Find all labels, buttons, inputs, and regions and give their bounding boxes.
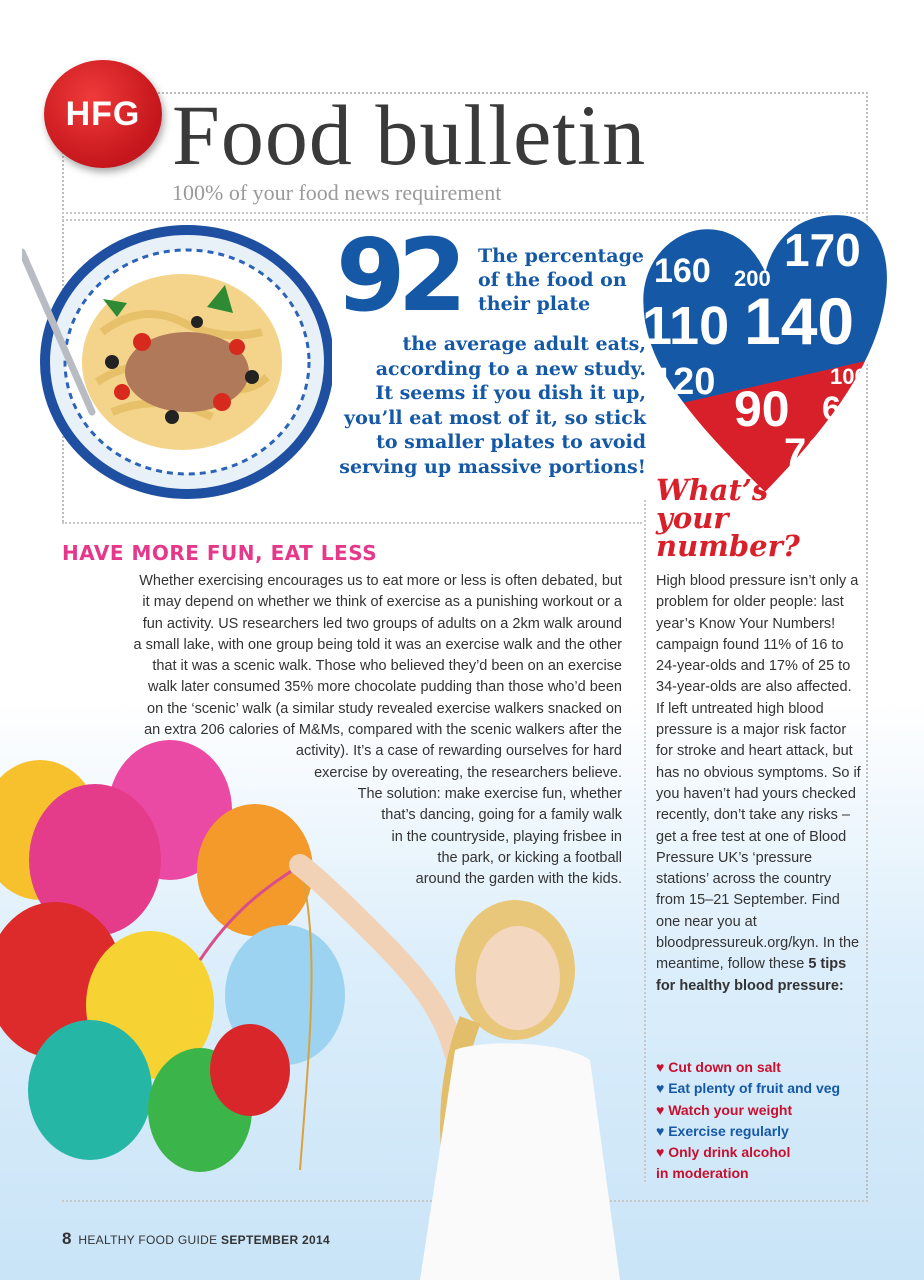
- section-divider: [62, 522, 642, 524]
- heart-number: 120: [652, 361, 716, 403]
- article-line: the park, or kicking a football: [437, 849, 622, 866]
- article-body: [62, 571, 622, 890]
- blood-pressure-heart-image: [634, 204, 896, 507]
- tip-item: ♥ Exercise regularly: [656, 1122, 789, 1139]
- stat-lead-line: their plate: [478, 293, 591, 315]
- tip-item: ♥ Eat plenty of fruit and veg: [656, 1080, 841, 1097]
- stat-body-line: according to a new study.: [375, 357, 646, 380]
- article-line: in the countryside, playing frisbee in: [391, 828, 622, 845]
- tip-item: in moderation: [656, 1165, 749, 1182]
- article-line: an extra 206 calories of M&Ms, compared with the scenic walkers after the: [144, 722, 622, 739]
- heart-number: 110: [642, 296, 730, 356]
- page-title: Food bulletin: [172, 87, 647, 183]
- article-line: around the garden with the kids.: [415, 871, 622, 888]
- stat-body-line: It seems if you dish it up,: [375, 382, 646, 404]
- tip-item: ♥ Only drink alcohol: [656, 1144, 791, 1161]
- sidebar-title-line: number?: [656, 529, 800, 563]
- sidebar-title: [656, 473, 800, 563]
- stat-body-line: to smaller plates to avoid: [376, 431, 646, 453]
- heart-number: 200: [734, 266, 771, 291]
- badge-label: HFG: [65, 94, 141, 133]
- stat-lead-line: The percentage: [478, 245, 644, 267]
- heart-number: 60: [822, 390, 860, 428]
- article-line: that it was a scenic walk. Those who believed they’d been on an exercise: [152, 658, 622, 675]
- article-line: a small lake, with one group being told it was an exercise walk and the other: [133, 636, 622, 653]
- heart-number: 100: [830, 364, 867, 389]
- article-line: walk later consumed 35% more chocolate pudding than those who’d been: [148, 679, 622, 696]
- sidebar-body-text: High blood pressure isn’t only a problem for older people: last year’s Know Your Numbers! campaign found 11% of 16 to 24-year-olds and 17% of 25 to 34-year-olds are also affected. If left untreated high blood pressure is a major risk factor for stroke and heart attack, but has no obvious symptoms. So if you haven’t had yours checked recently, don’t take any risks – get a free test at one of Blood Pressure UK’s ‘pressure stations’ across the country from 15–21 September. Find one near you at bloodpressureuk.org/kyn. In the meantime, follow these: [656, 573, 861, 973]
- heart-number: 70: [784, 431, 829, 475]
- article-line: activity). It’s a case of rewarding ourselves for hard: [295, 743, 622, 760]
- article-heading: HAVE MORE FUN, EAT LESS: [62, 541, 378, 565]
- sidebar-body-bold: 5 tips for healthy blood pressure:: [656, 956, 847, 994]
- tip-item: ♥ Watch your weight: [656, 1101, 793, 1118]
- page-subtitle: 100% of your food news requirement: [172, 180, 502, 205]
- page-number: 8: [62, 1229, 72, 1248]
- stat-body-line: the average adult eats,: [402, 333, 646, 355]
- article-line: it may depend on whether we think of exercise as a punishing workout or a: [142, 594, 622, 611]
- publication-name: HEALTHY FOOD GUIDE: [78, 1233, 218, 1247]
- stat-body: [286, 332, 646, 479]
- page-footer: [62, 1229, 330, 1249]
- article-line: exercise by overeating, the researchers believe.: [314, 764, 622, 781]
- tip-item: ♥ Cut down on salt: [656, 1059, 781, 1075]
- hfg-badge: [44, 60, 162, 168]
- stat-lead: [478, 244, 644, 316]
- heart-number: 170: [784, 224, 861, 276]
- article-line: fun activity. US researchers led two groups of adults on a 2km walk around: [142, 615, 622, 632]
- stat-number: 92: [336, 217, 460, 334]
- stat-lead-line: of the food on: [478, 269, 627, 291]
- stat-body-line: you’ll eat most of it, so stick: [344, 406, 646, 429]
- article-line: Whether exercising encourages us to eat more or less is often debated, but: [139, 573, 622, 589]
- heart-number: 140: [744, 284, 855, 358]
- article-line: that’s dancing, going for a family walk: [381, 807, 622, 824]
- article-line: The solution: make exercise fun, whether: [357, 785, 622, 802]
- issue-date: SEPTEMBER 2014: [221, 1233, 330, 1247]
- sidebar-title-line: What’s: [656, 473, 769, 507]
- sidebar-title-line: your: [656, 501, 729, 535]
- article-line: on the ‘scenic’ walk (a similar study revealed exercise walkers snacked on: [147, 700, 622, 717]
- stat-body-line: serving up massive portions!: [339, 455, 646, 478]
- heart-number: 160: [654, 252, 711, 290]
- heart-number: 90: [734, 381, 790, 437]
